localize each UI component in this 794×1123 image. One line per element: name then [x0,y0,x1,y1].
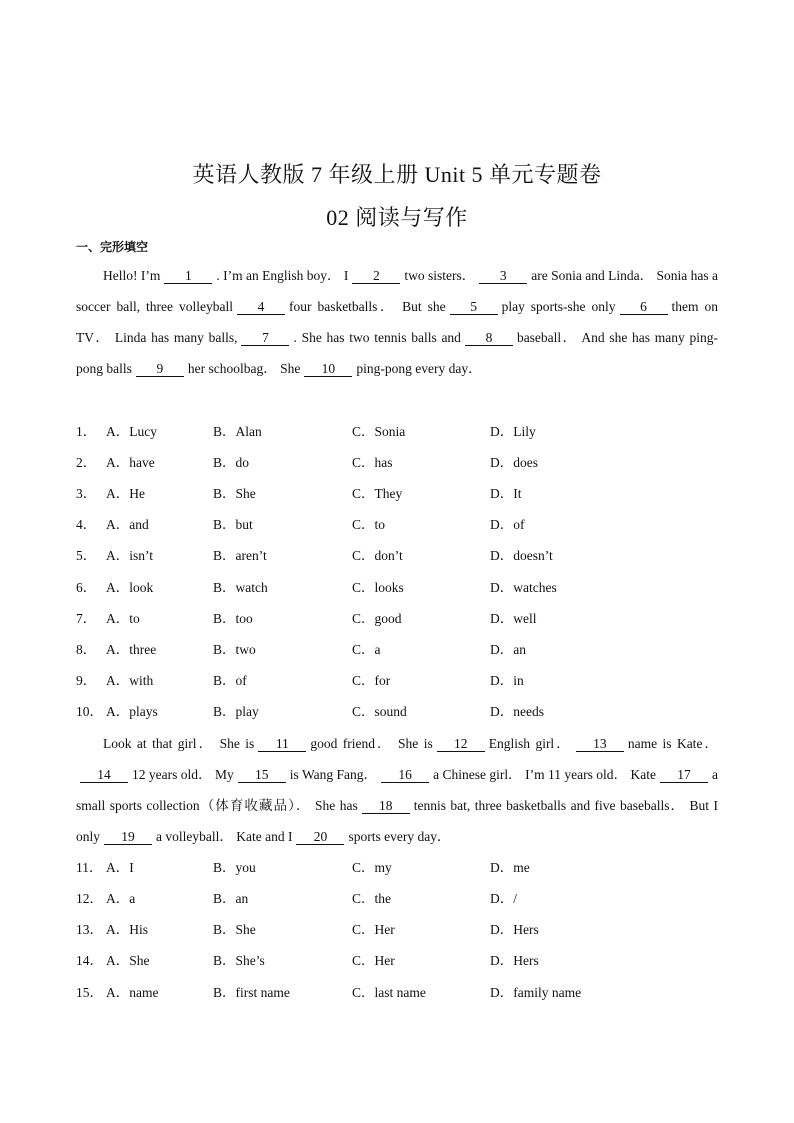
option-a: A．to [106,611,140,626]
passage-text: sports every day． [348,829,451,844]
option-c: C．good [352,611,402,626]
option-a: A．with [106,673,154,688]
passage-text: baseball． And she has many ping-pong balls [76,330,718,376]
option-c: C．Her [352,922,395,937]
option-d: D．me [490,860,530,875]
option-a: A．His [106,922,149,937]
question-row [76,883,718,914]
option-c: C．sound [352,704,407,719]
question-number: 14． [76,953,103,968]
option-b: B．two [213,642,256,657]
blank-12: 12 [437,736,485,752]
passage-text: Look at that girl． She is [103,736,255,751]
passage-text: are Sonia and Linda． Sonia has a soccer ball, three volleyball [76,268,718,314]
option-a: A．isn’t [106,548,154,563]
option-a: A．Lucy [106,424,157,439]
passage-text: . She has two tennis balls and [293,330,461,345]
option-d: D．It [490,486,522,501]
question-row [76,977,718,1008]
option-d: D．of [490,517,525,532]
option-d: D．does [490,455,538,470]
section-heading: 一、完形填空 [76,240,149,254]
blank-16: 16 [381,767,429,783]
question-number: 2． [76,455,97,470]
question-row [76,540,718,571]
passage-text: a volleyball． Kate and I [156,829,293,844]
question-number: 5． [76,548,97,563]
question-number: 8． [76,642,97,657]
passage-text: English girl． [488,736,572,751]
option-d: D．Hers [490,953,539,968]
question-number: 15． [76,985,103,1000]
blank-13: 13 [576,736,624,752]
option-a: A．have [106,455,155,470]
option-c: C．They [352,486,403,501]
blank-2: 2 [352,268,400,284]
blank-6: 6 [620,299,668,315]
option-b: B．of [213,673,247,688]
blank-15: 15 [238,767,286,783]
passage-text: play sports-she only [501,299,616,314]
page-subtitle: 02 阅读与写作 [326,205,468,230]
option-a: A．I [106,860,134,875]
blank-9: 9 [136,361,184,377]
blank-19: 19 [104,829,152,845]
blank-8: 8 [465,330,513,346]
blank-5: 5 [450,299,498,315]
option-b: B．first name [213,985,290,1000]
question-row [76,603,718,634]
question-row [76,696,718,727]
blank-18: 18 [362,798,410,814]
option-a: A．and [106,517,149,532]
question-row [76,478,718,509]
question-row [76,416,718,447]
option-b: B．you [213,860,256,875]
option-a: A．a [106,891,136,906]
option-a: A．three [106,642,157,657]
question-number: 9． [76,673,97,688]
option-c: C．for [352,673,391,688]
option-c: C．don’t [352,548,403,563]
option-d: D．family name [490,985,582,1000]
passage-text: them on TV． Linda has many balls, [76,299,718,345]
question-number: 3． [76,486,97,501]
option-d: D．watches [490,580,557,595]
option-c: C．Sonia [352,424,406,439]
passage-text: is Wang Fang． [289,767,378,782]
passage-text: name is Kate． [627,736,718,751]
page-title: 英语人教版 7 年级上册 Unit 5 单元专题卷 [192,162,602,187]
cloze-passage-1 [76,260,718,384]
option-b: B．too [213,611,253,626]
question-number: 12． [76,891,103,906]
passage-text: a small sports collection（体育收藏品）． She has [76,767,718,813]
option-a: A．He [106,486,145,501]
passage-text: good friend． She is [310,736,433,751]
option-a: A．look [106,580,154,595]
passage-text: tennis bat, three basketballs and five baseballs． But I only [76,798,718,844]
option-b: B．do [213,455,250,470]
option-d: D．an [490,642,526,657]
cloze-passage-2 [76,728,718,852]
question-number: 13． [76,922,103,937]
passage-text: her schoolbag． She [187,361,301,376]
option-c: C．looks [352,580,404,595]
blank-17: 17 [660,767,708,783]
option-d: D．in [490,673,524,688]
option-a: A．plays [106,704,158,719]
question-row [76,509,718,540]
passage-text: 12 years old． My [132,767,234,782]
blank-1: 1 [164,268,212,284]
option-b: B．play [213,704,259,719]
blank-14: 14 [80,767,128,783]
question-number: 10． [76,704,103,719]
passage-text: . I’m an English boy． I [216,268,349,283]
blank-7: 7 [241,330,289,346]
passage-text: four basketballs． But she [288,299,446,314]
option-c: C．last name [352,985,426,1000]
option-c: C．the [352,891,391,906]
option-b: B．She [213,922,256,937]
option-a: A．name [106,985,159,1000]
question-row [76,914,718,945]
question-row [76,447,718,478]
option-d: D．Lily [490,424,536,439]
question-row [76,572,718,603]
question-row [76,945,718,976]
option-c: C．Her [352,953,395,968]
passage-text: a Chinese girl． I’m 11 years old． Kate [433,767,656,782]
option-c: C．a [352,642,381,657]
option-d: D．/ [490,891,517,906]
option-b: B．but [213,517,253,532]
option-c: C．my [352,860,392,875]
question-row [76,634,718,665]
option-d: D．Hers [490,922,539,937]
option-b: B．She’s [213,953,265,968]
question-number: 1． [76,424,97,439]
option-b: B．watch [213,580,268,595]
option-b: B．She [213,486,256,501]
option-b: B．an [213,891,249,906]
passage-text: ping-pong every day． [356,361,482,376]
option-d: D．doesn’t [490,548,553,563]
blank-10: 10 [304,361,352,377]
option-b: B．Alan [213,424,262,439]
option-a: A．She [106,953,150,968]
option-b: B．aren’t [213,548,267,563]
option-c: C．to [352,517,386,532]
passage-text: two sisters． [404,268,476,283]
option-d: D．well [490,611,537,626]
blank-3: 3 [479,268,527,284]
question-number: 4． [76,517,97,532]
question-number: 11． [76,860,103,875]
question-number: 6． [76,580,97,595]
passage-text: Hello! I’m [103,268,161,283]
option-c: C．has [352,455,393,470]
option-d: D．needs [490,704,544,719]
blank-11: 11 [258,736,306,752]
question-number: 7． [76,611,97,626]
blank-20: 20 [296,829,344,845]
blank-4: 4 [237,299,285,315]
question-row [76,665,718,696]
question-row [76,852,718,883]
